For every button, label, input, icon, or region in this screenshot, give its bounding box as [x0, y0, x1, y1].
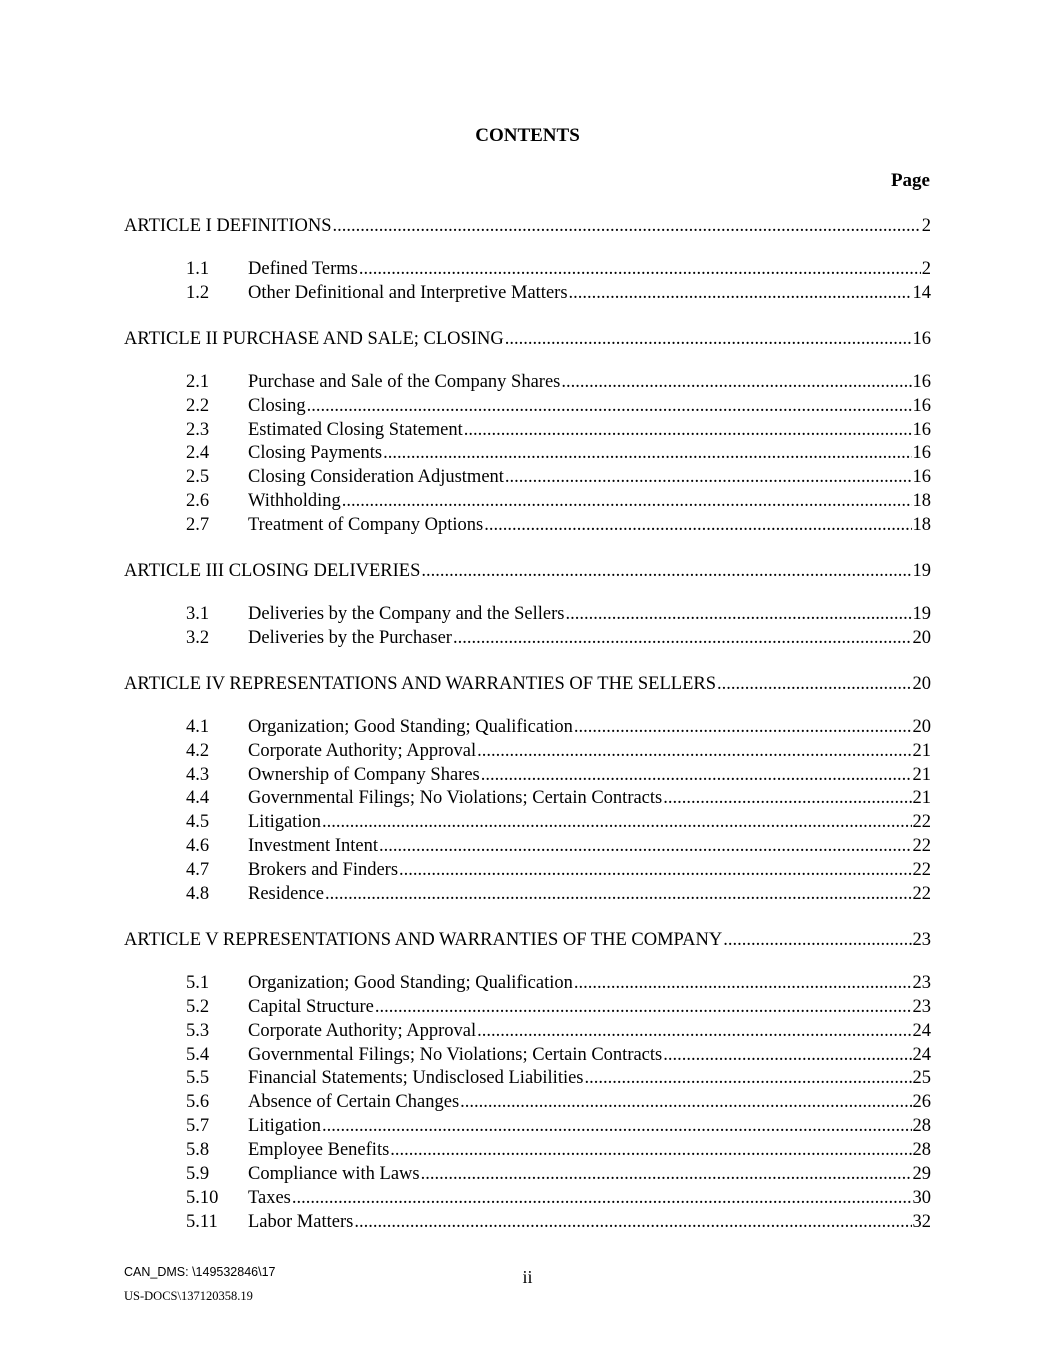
toc-section-entry[interactable] [124, 603, 931, 627]
article-title: ARTICLE IV REPRESENTATIONS AND WARRANTIES OF THE SELLERS [124, 673, 717, 694]
dot-leader [375, 996, 912, 1020]
section-title: Deliveries by the Purchaser [248, 627, 452, 648]
toc-section-entry[interactable] [124, 371, 931, 395]
toc-article-entry[interactable] [124, 214, 931, 238]
dot-leader [569, 282, 912, 306]
section-list [124, 972, 931, 1235]
section-page-number: 19 [912, 604, 931, 625]
footer-doc-id-1: CAN_DMS: \149532846\17 [124, 1265, 276, 1279]
toc-article-entry[interactable] [124, 559, 931, 583]
section-number: 2.6 [186, 491, 210, 512]
dot-leader [574, 972, 912, 996]
section-title: Organization; Good Standing; Qualification [248, 716, 573, 737]
section-title: Organization; Good Standing; Qualification [248, 972, 573, 993]
toc-section-entry[interactable] [124, 740, 931, 764]
article-title: ARTICLE I DEFINITIONS [124, 216, 332, 236]
section-page-number: 24 [912, 1044, 931, 1065]
toc-section-entry[interactable] [124, 442, 931, 466]
toc-section-entry[interactable] [124, 1187, 931, 1211]
section-number: 5.2 [186, 996, 210, 1017]
dot-leader [723, 928, 911, 952]
article-page-number: 16 [912, 328, 931, 349]
toc-section-entry[interactable] [124, 835, 931, 859]
section-page-number: 16 [912, 443, 931, 464]
dot-leader [561, 371, 911, 395]
section-page-number: 20 [912, 716, 931, 737]
section-title: Residence [248, 884, 325, 905]
section-title: Estimated Closing Statement [248, 419, 463, 440]
section-title: Governmental Filings; No Violations; Certain Contracts [248, 788, 663, 809]
section-number: 2.3 [186, 419, 210, 440]
dot-leader [505, 466, 912, 490]
toc-article-entry[interactable] [124, 672, 931, 696]
section-title: Investment Intent [248, 836, 378, 857]
toc-article-entry[interactable] [124, 327, 931, 351]
section-title: Withholding [248, 491, 341, 512]
dot-leader [453, 627, 912, 651]
section-title: Closing [248, 395, 306, 416]
dot-leader [322, 811, 912, 835]
dot-leader [325, 883, 911, 907]
article-block [124, 327, 931, 538]
section-number: 5.6 [186, 1092, 210, 1113]
section-number: 4.2 [186, 740, 210, 761]
dot-leader [379, 835, 912, 859]
section-number: 2.1 [186, 371, 210, 392]
section-number: 3.1 [186, 604, 210, 625]
dot-leader [354, 1211, 911, 1235]
section-page-number: 22 [912, 836, 931, 857]
toc-article-entry[interactable] [124, 928, 931, 952]
dot-leader [481, 764, 912, 788]
section-number: 1.1 [186, 259, 210, 279]
article-page-number: 2 [921, 216, 931, 236]
toc-section-entry[interactable] [124, 1091, 931, 1115]
section-page-number: 21 [912, 764, 931, 785]
toc-section-entry[interactable] [124, 996, 931, 1020]
section-page-number: 2 [921, 259, 931, 279]
section-list [124, 258, 931, 306]
section-title: Treatment of Company Options [248, 515, 484, 536]
article-page-number: 20 [912, 673, 931, 694]
section-title: Deliveries by the Company and the Sellers [248, 604, 565, 625]
footer-page-number: ii [522, 1267, 533, 1287]
toc-section-entry[interactable] [124, 282, 931, 306]
section-list [124, 371, 931, 538]
section-number: 5.1 [186, 972, 210, 993]
section-page-number: 25 [912, 1068, 931, 1089]
dot-leader [399, 859, 911, 883]
toc-section-entry[interactable] [124, 1067, 931, 1091]
toc-section-entry[interactable] [124, 419, 931, 443]
section-title: Compliance with Laws [248, 1164, 420, 1185]
dot-leader [477, 740, 911, 764]
dot-leader [333, 214, 921, 238]
article-block [124, 214, 931, 306]
section-title: Litigation [248, 1116, 321, 1137]
toc-section-entry[interactable] [124, 972, 931, 996]
dot-leader [307, 395, 912, 419]
article-title: ARTICLE V REPRESENTATIONS AND WARRANTIES OF THE COMPANY [124, 929, 723, 950]
section-page-number: 22 [912, 884, 931, 905]
toc-section-entry[interactable] [124, 1020, 931, 1044]
section-number: 4.5 [186, 812, 210, 833]
dot-leader [585, 1067, 912, 1091]
section-number: 5.8 [186, 1140, 210, 1161]
section-page-number: 16 [912, 371, 931, 392]
section-number: 5.7 [186, 1116, 210, 1137]
section-page-number: 16 [912, 395, 931, 416]
section-number: 4.8 [186, 884, 210, 905]
section-page-number: 21 [912, 740, 931, 761]
dot-leader [342, 490, 912, 514]
section-page-number: 24 [912, 1020, 931, 1041]
section-title: Governmental Filings; No Violations; Certain Contracts [248, 1044, 663, 1065]
section-page-number: 22 [912, 812, 931, 833]
section-page-number: 23 [912, 972, 931, 993]
dot-leader [421, 1163, 912, 1187]
section-number: 2.5 [186, 467, 210, 488]
toc-section-entry[interactable] [124, 627, 931, 651]
toc-section-entry[interactable] [124, 1211, 931, 1235]
dot-leader [574, 716, 912, 740]
section-title: Closing Consideration Adjustment [248, 467, 504, 488]
section-title: Brokers and Finders [248, 860, 399, 881]
toc-section-entry[interactable] [124, 1163, 931, 1187]
section-number: 5.11 [186, 1211, 218, 1232]
toc-section-entry[interactable] [124, 514, 931, 538]
dot-leader [663, 1044, 911, 1068]
section-title: Labor Matters [248, 1211, 354, 1232]
section-page-number: 29 [912, 1164, 931, 1185]
section-title: Absence of Certain Changes [248, 1092, 460, 1113]
article-page-number: 19 [912, 561, 931, 582]
toc-section-entry[interactable] [124, 1044, 931, 1068]
section-title: Litigation [248, 812, 321, 833]
toc-section-entry[interactable] [124, 258, 931, 282]
section-page-number: 28 [912, 1140, 931, 1161]
section-number: 5.10 [186, 1187, 219, 1208]
section-page-number: 28 [912, 1116, 931, 1137]
section-page-number: 21 [912, 788, 931, 809]
section-page-number: 22 [912, 860, 931, 881]
toc-section-entry[interactable] [124, 787, 931, 811]
section-list [124, 716, 931, 907]
dot-leader [460, 1091, 911, 1115]
section-number: 2.4 [186, 443, 210, 464]
article-title: ARTICLE II PURCHASE AND SALE; CLOSING [124, 328, 504, 349]
section-number: 4.4 [186, 788, 210, 809]
toc-section-entry[interactable] [124, 1115, 931, 1139]
dot-leader [663, 787, 911, 811]
dot-leader [464, 419, 912, 443]
toc-section-entry[interactable] [124, 764, 931, 788]
toc-section-entry[interactable] [124, 466, 931, 490]
section-title: Financial Statements; Undisclosed Liabilities [248, 1068, 584, 1089]
article-block [124, 928, 931, 1235]
dot-leader [565, 603, 911, 627]
section-title: Taxes [248, 1187, 291, 1208]
dot-leader [477, 1020, 911, 1044]
section-number: 5.9 [186, 1164, 210, 1185]
section-number: 4.1 [186, 716, 210, 737]
toc-section-entry[interactable] [124, 1139, 931, 1163]
section-title: Closing Payments [248, 443, 383, 464]
toc-title: CONTENTS [475, 125, 580, 146]
toc-section-entry[interactable] [124, 859, 931, 883]
table-of-contents [124, 214, 931, 1235]
dot-leader [292, 1187, 912, 1211]
section-list [124, 603, 931, 651]
section-page-number: 16 [912, 419, 931, 440]
article-page-number: 23 [912, 929, 931, 950]
section-page-number: 18 [912, 515, 931, 536]
dot-leader [322, 1115, 912, 1139]
section-page-number: 32 [912, 1211, 931, 1232]
section-page-number: 14 [912, 282, 931, 303]
section-title: Corporate Authority; Approval [248, 740, 477, 761]
footer-doc-id-2: US-DOCS\137120358.19 [124, 1289, 253, 1303]
section-number: 4.3 [186, 764, 210, 785]
section-number: 4.7 [186, 860, 210, 881]
section-page-number: 26 [912, 1092, 931, 1113]
section-number: 2.7 [186, 515, 210, 536]
section-page-number: 23 [912, 996, 931, 1017]
section-title: Ownership of Company Shares [248, 764, 480, 785]
dot-leader [505, 327, 912, 351]
toc-section-entry[interactable] [124, 811, 931, 835]
section-page-number: 16 [912, 467, 931, 488]
dot-leader [484, 514, 911, 538]
section-title: Other Definitional and Interpretive Matters [248, 282, 568, 303]
section-title: Corporate Authority; Approval [248, 1020, 477, 1041]
toc-section-entry[interactable] [124, 883, 931, 907]
article-block [124, 559, 931, 651]
section-page-number: 18 [912, 491, 931, 512]
section-number: 3.2 [186, 627, 210, 648]
section-number: 4.6 [186, 836, 210, 857]
section-number: 5.4 [186, 1044, 210, 1065]
section-title: Capital Structure [248, 996, 374, 1017]
section-number: 5.3 [186, 1020, 210, 1041]
toc-section-entry[interactable] [124, 490, 931, 514]
dot-leader [390, 1139, 911, 1163]
dot-leader [359, 258, 921, 282]
section-title: Purchase and Sale of the Company Shares [248, 371, 561, 392]
section-title: Employee Benefits [248, 1140, 390, 1161]
section-title: Defined Terms [248, 259, 358, 279]
toc-section-entry[interactable] [124, 395, 931, 419]
section-number: 5.5 [186, 1068, 210, 1089]
article-block [124, 672, 931, 907]
page-column-header: Page [890, 170, 930, 191]
section-number: 2.2 [186, 395, 210, 416]
section-page-number: 30 [912, 1187, 931, 1208]
section-number: 1.2 [186, 282, 210, 303]
dot-leader [421, 559, 911, 583]
toc-section-entry[interactable] [124, 716, 931, 740]
dot-leader [717, 672, 911, 696]
section-page-number: 20 [912, 627, 931, 648]
dot-leader [383, 442, 911, 466]
article-title: ARTICLE III CLOSING DELIVERIES [124, 561, 421, 582]
